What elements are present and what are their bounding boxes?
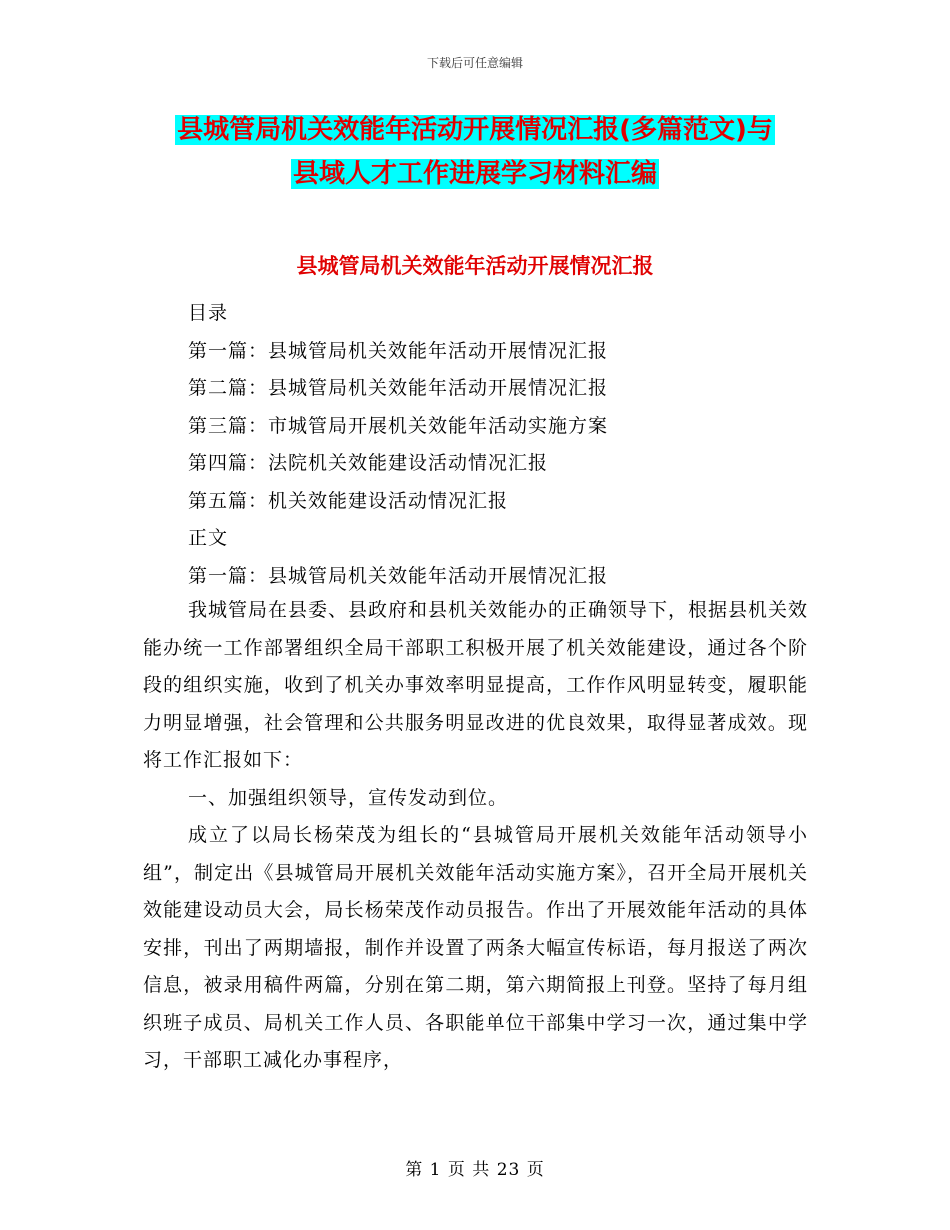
toc-item: 第二篇：县城管局机关效能年活动开展情况汇报 — [188, 377, 609, 399]
first-article-heading: 第一篇：县城管局机关效能年活动开展情况汇报 — [188, 564, 609, 587]
toc-item: 第一篇：县城管局机关效能年活动开展情况汇报 — [188, 339, 609, 362]
toc-item: 第四篇：法院机关效能建设活动情况汇报 — [188, 452, 549, 474]
header-note: 下载后可任意编辑 — [426, 56, 523, 70]
paragraph: 我城管局在县委、县政府和县机关效能办的正确领导下，根据县机关效能办统一工作部署组织全局干部职工积极开展了机关效能建设，通过各个阶段的组织实施，收到了机关办事效率明显提高，工作作风明显转变，履职能力明显增强，社会管理和公共服务明显改进的优良效果，取得显著成效。现将工作汇报如下： — [143, 599, 809, 771]
paragraph: 一、加强组织领导，宣传发动到位。 — [188, 786, 509, 809]
page-footer: 第 1 页 共 23 页 — [405, 1160, 545, 1180]
title-line-1-text: 县城管局机关效能年活动开展情况汇报(多篇范文)与 — [177, 115, 773, 145]
title-line-2-text: 县域人才工作进展学习材料汇编 — [292, 159, 657, 189]
paragraph: 成立了以局长杨荣茂为组长的“县城管局开展机关效能年活动领导小组”，制定出《县城管局开展机关效能年活动实施方案》，召开全局开展机关效能建设动员大会，局长杨荣茂作动员报告。作出了开展效能年活动的具体安排，刊出了两期墙报，制作并设置了两条大幅宣传标语，每月报送了两次信息，被录用稿件两篇，分别在第二期，第六期简报上刊登。坚持了每月组织班子成员、局机关工作人员、各职能单位干部集中学习一次，通过集中学习，干部职工减化办事程序， — [143, 824, 808, 1071]
document-title-line-1 — [0, 113, 950, 147]
section-title: 县城管局机关效能年活动开展情况汇报 — [296, 254, 654, 278]
toc-heading: 目录 — [188, 302, 229, 324]
table-of-contents — [188, 295, 608, 595]
toc-item: 第五篇：机关效能建设活动情况汇报 — [188, 489, 509, 512]
document-title-line-2 — [0, 157, 950, 191]
body-label: 正文 — [188, 527, 229, 549]
body-text — [143, 592, 808, 1080]
toc-item: 第三篇：市城管局开展机关效能年活动实施方案 — [188, 414, 609, 437]
